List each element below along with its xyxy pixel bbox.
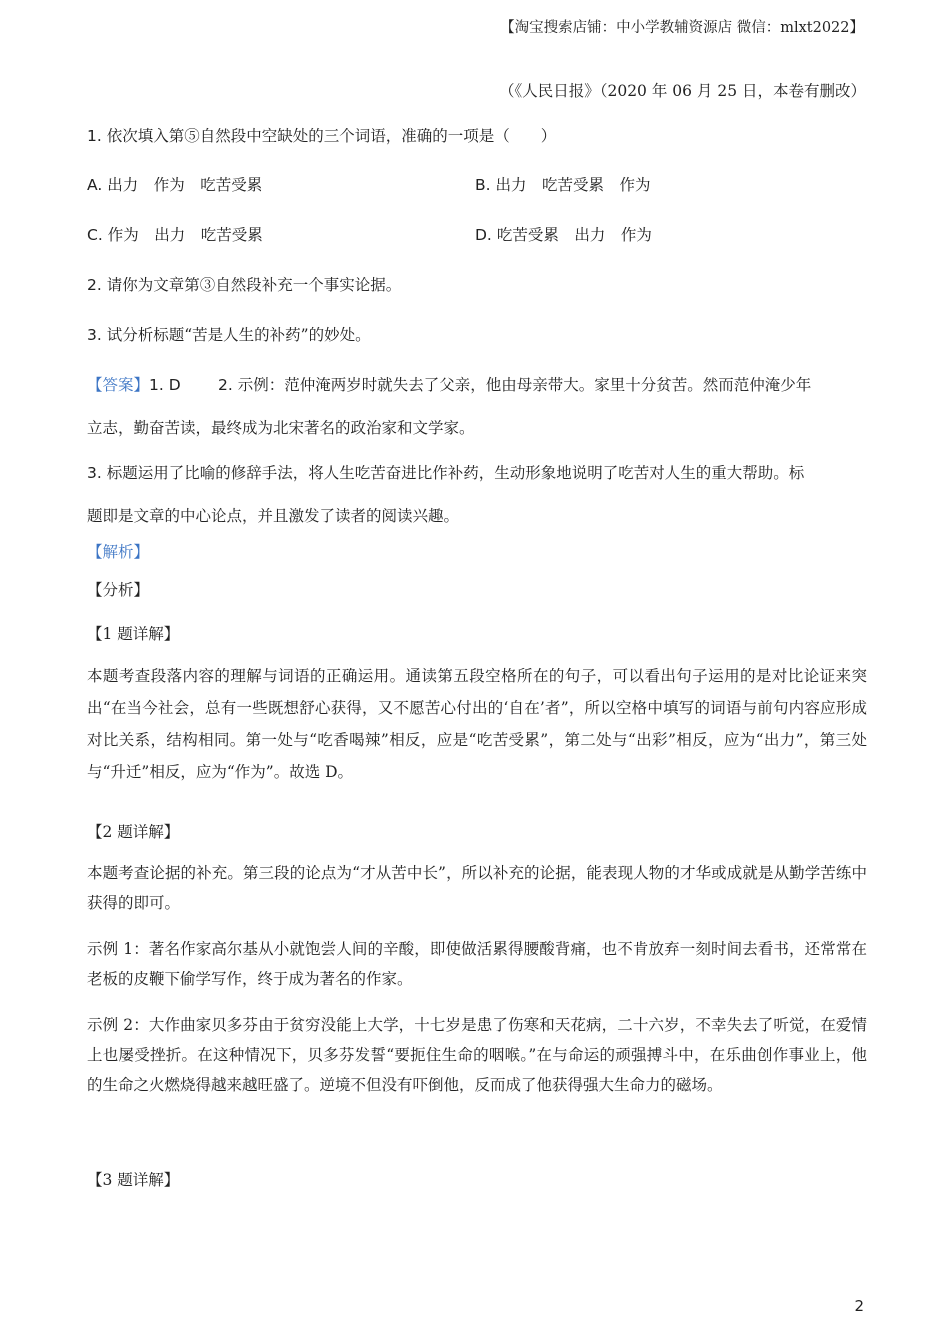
option-text: 出力 作为 吃苦受累 (107, 176, 263, 194)
detail-2-example-1: 示例 1：著名作家高尔基从小就饱尝人间的辛酸，即使做活累得腰酸背痛，也不肯放弃一刻时间去看书，还常常在老板的皮鞭下偷学写作，终于成为著名的作家。 (87, 940, 867, 988)
question-3 (87, 325, 371, 345)
page-header: 【淘宝搜索店铺：中小学教辅资源店 微信：mlxt2022】 (500, 20, 864, 36)
answer-number: 3. (87, 464, 102, 482)
question-number: 2. (87, 276, 102, 294)
option-label: B. (475, 176, 491, 194)
question-number: 1. (87, 127, 102, 145)
answer-1: 1. D (149, 376, 181, 394)
detail-2-title: 【2 题详解】 (87, 823, 180, 841)
answer-3-line-1 (87, 463, 804, 483)
question-number: 3. (87, 326, 102, 344)
detail-3-title: 【3 题详解】 (87, 1171, 180, 1189)
option-label: C. (87, 226, 103, 244)
answer-2-line-1 (218, 375, 811, 395)
option-text: 出力 吃苦受累 作为 (495, 176, 651, 194)
detail-1-title: 【1 题详解】 (87, 625, 180, 643)
page-number: 2 (854, 1297, 864, 1315)
question-text: 试分析标题“苦是人生的补药”的妙处。 (106, 326, 371, 344)
detail-2-example-2: 示例 2：大作曲家贝多芬由于贫穷没能上大学，十七岁是患了伤寒和天花病，二十六岁，不幸失去了听觉，在爱情上也屡受挫折。在这种情况下，贝多芬发誓“要扼住生命的咽喉。”在与命运的顽强搏斗中，在乐曲创作事业上，他的生命之火燃烧得越来越旺盛了。逆境不但没有吓倒他，反而成了他获得强大生命力的磁场。 (87, 1016, 867, 1094)
option-text: 作为 出力 吃苦受累 (107, 226, 263, 244)
option-label: D. (475, 226, 492, 244)
detail-1-text: 本题考查段落内容的理解与词语的正确运用。通读第五段空格所在的句子，可以看出句子运用的是对比论证来突出“在当今社会，总有一些既想舒心获得，又不愿苦心付出的‘自在’者”，所以空格中填写的词语与前句内容应形成对比关系，结构相同。第一处与“吃香喝辣”相反，应是“吃苦受累”，第二处与“出彩”相反，应为“出力”，第三处与“升迁”相反，应为“作为”。故选 D。 (87, 667, 867, 781)
option-a (87, 175, 262, 195)
question-text: 请你为文章第③自然段补充一个事实论据。 (106, 276, 402, 294)
answer-2-line-2: 立志，勤奋苦读，最终成为北宋著名的政治家和文学家。 (87, 419, 475, 437)
answer-tag: 【答案】 (87, 376, 150, 394)
answer-3-line-2: 题即是文章的中心论点，并且激发了读者的阅读兴趣。 (87, 507, 460, 525)
detail-2-text: 本题考查论据的补充。第三段的论点为“才从苦中长”，所以补充的论据，能表现人物的才华或成就是从勤学苦练中获得的即可。 (87, 864, 867, 912)
answer-line-1 (87, 375, 181, 395)
option-label: A. (87, 176, 103, 194)
question-2 (87, 275, 401, 295)
option-text: 吃苦受累 出力 作为 (496, 226, 652, 244)
analysis-tag: 【解析】 (87, 543, 150, 561)
answer-text: 示例：范仲淹两岁时就失去了父亲，他由母亲带大。家里十分贫苦。然而范仲淹少年 (237, 376, 812, 394)
option-c (87, 225, 263, 245)
question-1 (87, 126, 556, 146)
answer-number: 2. (218, 376, 233, 394)
option-b (475, 175, 651, 195)
question-text: 依次填入第⑤自然段中空缺处的三个词语，准确的一项是（ ） (106, 127, 557, 145)
source-citation: （《人民日报》（2020 年 06 月 25 日，本卷有删改） (498, 82, 866, 100)
analysis-heading: 【分析】 (87, 581, 150, 599)
answer-text: 标题运用了比喻的修辞手法，将人生吃苦奋进比作补药，生动形象地说明了吃苦对人生的重大帮助。标 (106, 464, 805, 482)
option-d (475, 225, 652, 245)
